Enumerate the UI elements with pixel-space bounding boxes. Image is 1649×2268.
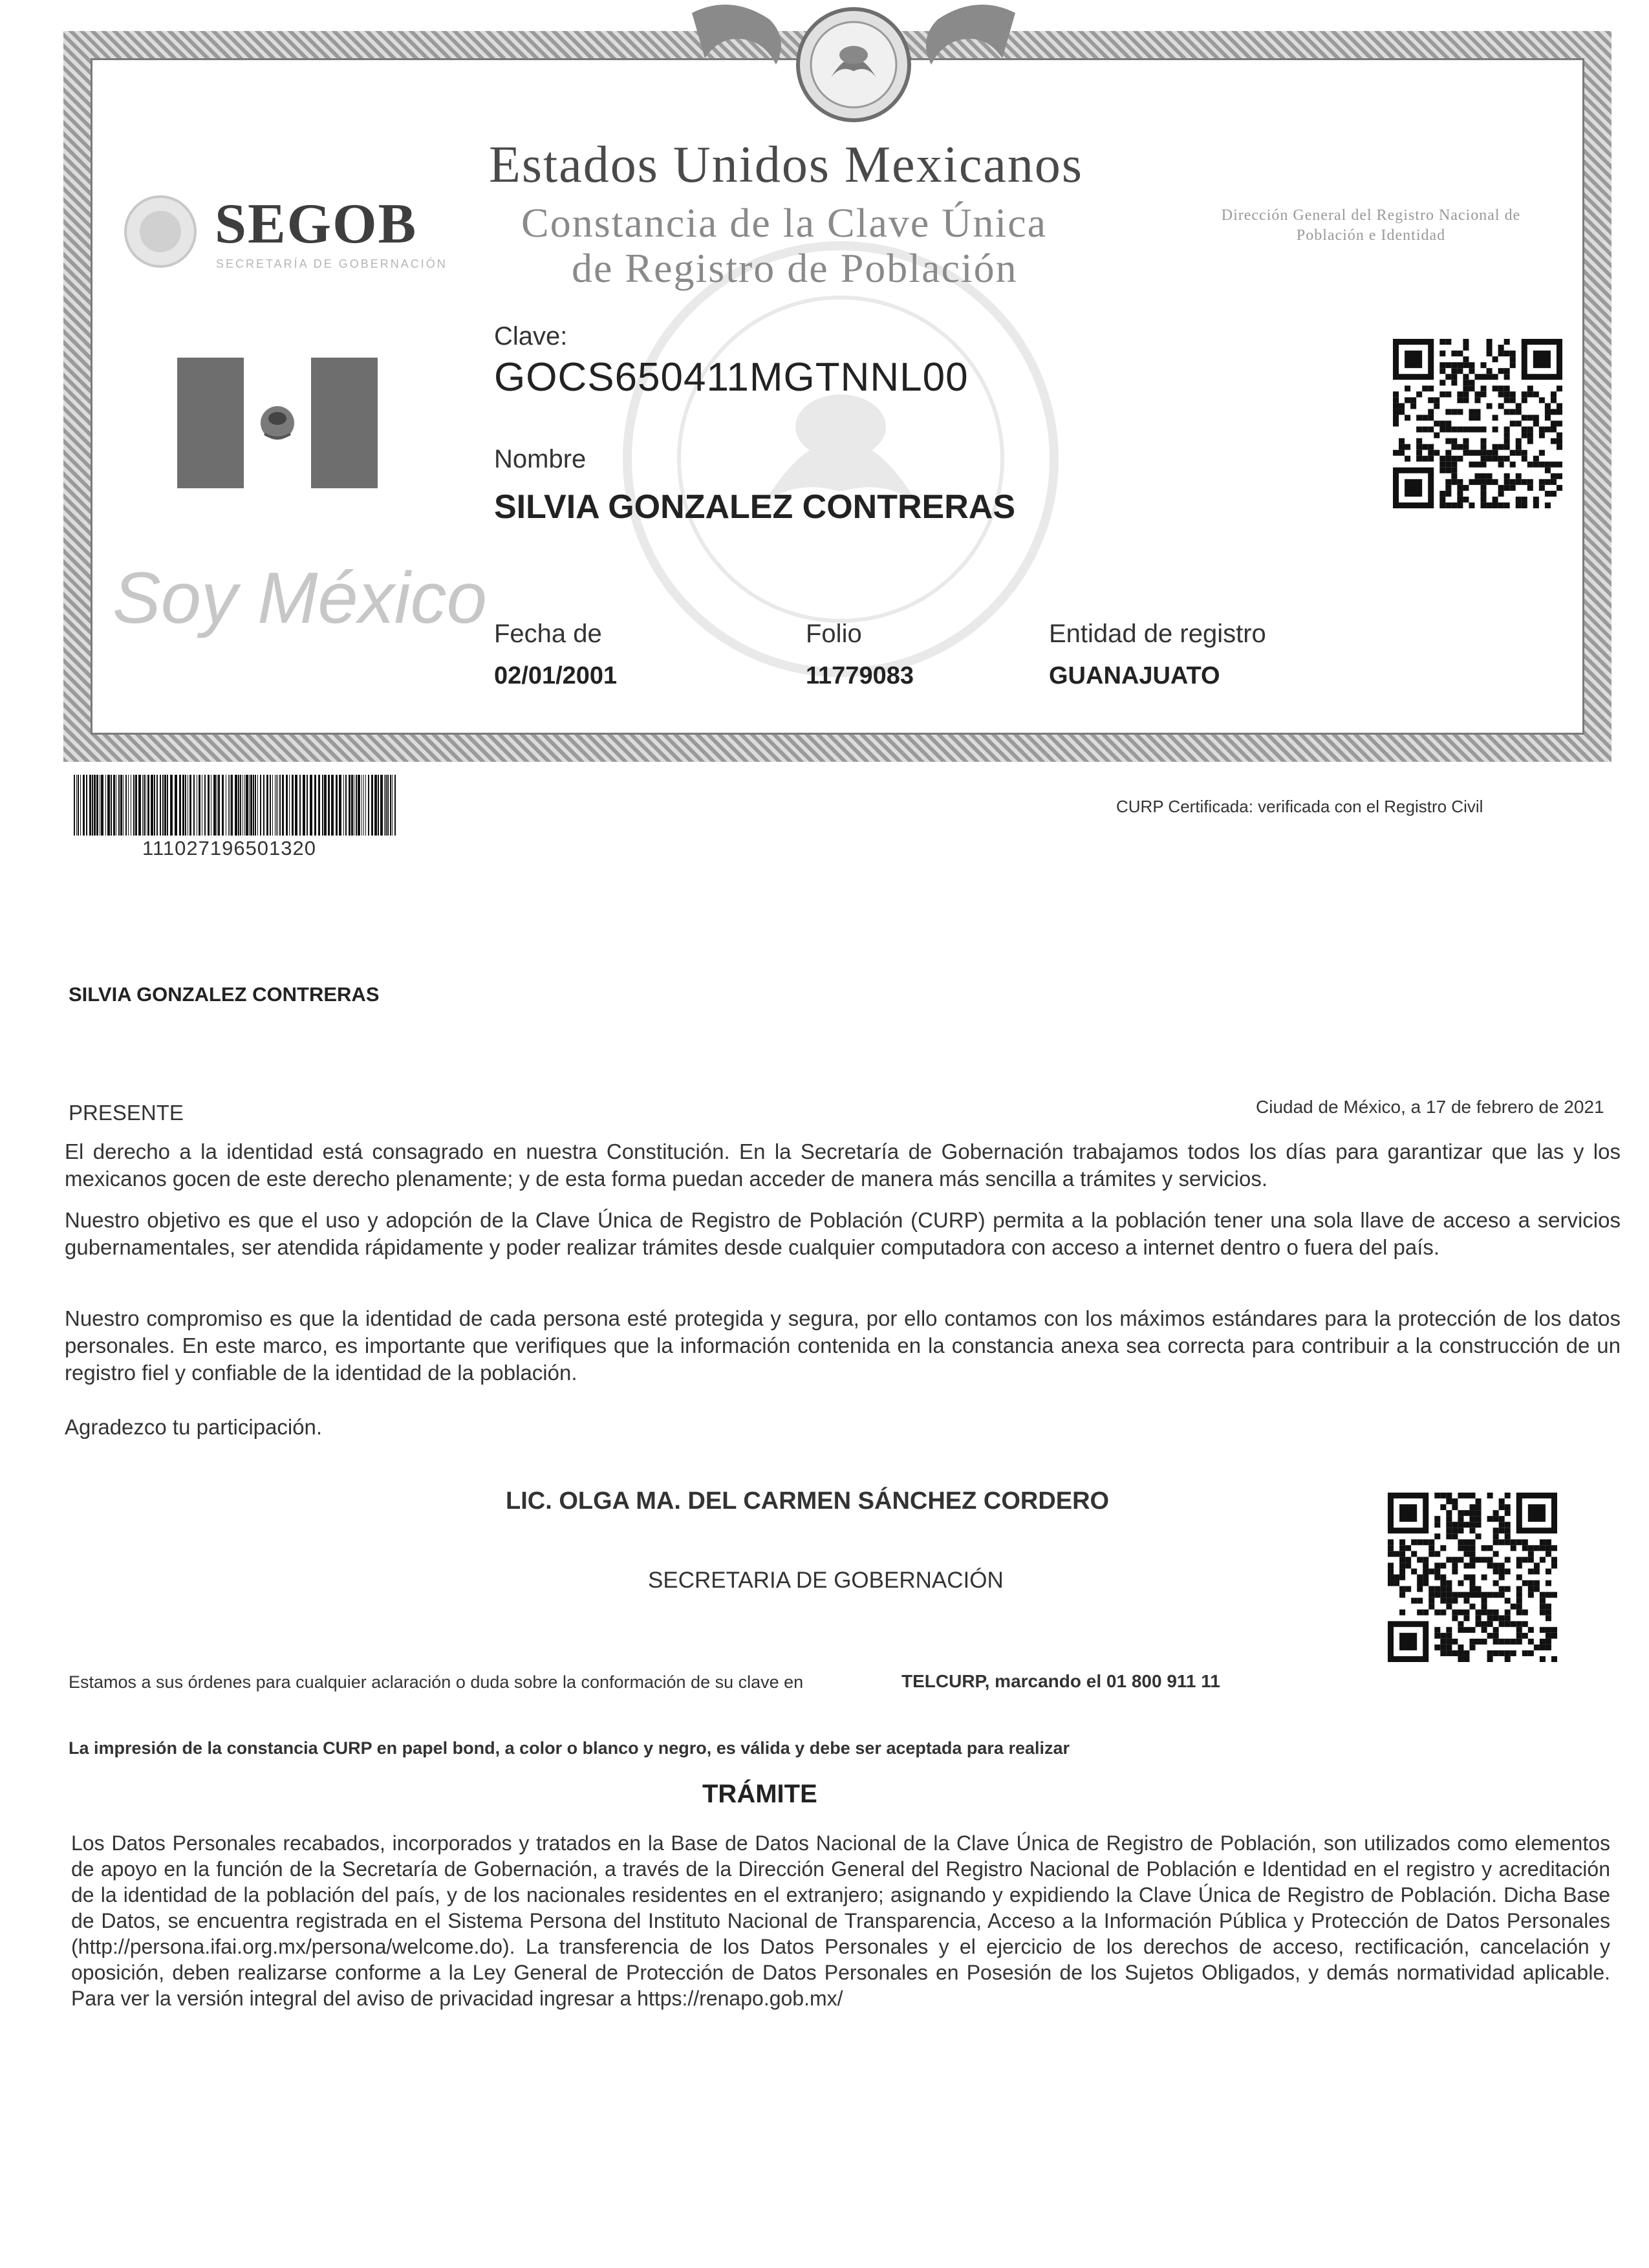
clave-value: GOCS650411MGTNNL00 [494, 355, 969, 400]
entidad-label: Entidad de registro [1049, 620, 1266, 648]
segob-seal-icon [122, 193, 199, 270]
title-constancia: Constancia de la Clave Única [521, 200, 1048, 246]
clave-label: Clave: [494, 322, 568, 351]
contact-note: Estamos a sus órdenes para cualquier aclaración o duda sobre la conformación de su clave en [69, 1672, 804, 1692]
fecha-value: 02/01/2001 [494, 662, 618, 689]
title-estados-unidos: Estados Unidos Mexicanos [489, 136, 1084, 193]
signatory-name: LIC. OLGA MA. DEL CARMEN SÁNCHEZ CORDERO [506, 1487, 1110, 1515]
paragraph-objetivo: Nuestro objetivo es que el uso y adopción de la Clave Única de Registro de Población (CURP) permita a la población tener una sola llave de acceso a servicios gubernamentales, ser atendida rápidamente y poder realizar trámites desde cualquier computadora con acceso a internet dentro o fuera del país. [65, 1208, 1621, 1259]
folio-label: Folio [806, 620, 862, 648]
nombre-label: Nombre [494, 445, 587, 473]
curp-certificada-note: CURP Certificada: verificada con el Registro Civil [1116, 797, 1483, 816]
telcurp-number: TELCURP, marcando el 01 800 911 11 [901, 1671, 1220, 1691]
barcode-number: 111027196501320 [142, 837, 317, 859]
print-validity-note: La impresión de la constancia CURP en papel bond, a color o blanco y negro, es válida y debe ser aceptada para realizar [69, 1738, 1070, 1758]
paragraph-derecho: El derecho a la identidad está consagrado en nuestra Constitución. En la Secretaría de Gobernación trabajamos todos los días para garantizar que las y los mexicanos gocen de este derecho plenamente; y de esta forma puedan acceder de manera más sencilla a trámites y servicios. [65, 1139, 1621, 1191]
entidad-value: GUANAJUATO [1049, 662, 1220, 689]
soy-mexico-slogan: Soy México [113, 557, 487, 638]
barcode-icon [74, 775, 397, 836]
watermark-seal-icon [595, 233, 1086, 686]
tramite-heading: TRÁMITE [702, 1780, 817, 1808]
fecha-label: Fecha de [494, 620, 602, 648]
qr-code-signature-icon [1388, 1493, 1557, 1662]
direccion-general: Dirección General del Registro Nacional de Población e Identidad [1221, 207, 1521, 244]
folio-value: 11779083 [806, 662, 914, 689]
nombre-value: SILVIA GONZALEZ CONTRERAS [494, 488, 1015, 526]
recipient-name: SILVIA GONZALEZ CONTRERAS [69, 983, 380, 1006]
paragraph-compromiso: Nuestro compromiso es que la identidad de cada persona esté protegida y segura, por ello contamos con los máximos estándares para la protección de los datos personales. En este marco, es importante que verifiques que la información contenida en la constancia anexa sea correcta para contribuir a la construcción de un registro fiel y confiable de la identidad de la población. [65, 1306, 1621, 1385]
mexican-flag-icon [177, 358, 378, 488]
segob-logo-text: SEGOB [215, 193, 418, 255]
national-crest-icon [679, 0, 1028, 123]
paragraph-agradecimiento: Agradezco tu participación. [65, 1415, 323, 1439]
qr-code-icon [1393, 339, 1562, 508]
title-registro: de Registro de Población [572, 245, 1018, 291]
presente-label: PRESENTE [69, 1101, 184, 1125]
place-date: Ciudad de México, a 17 de febrero de 2021 [1256, 1097, 1604, 1117]
privacy-notice: Los Datos Personales recabados, incorporados y tratados en la Base de Datos Nacional de la Clave Única de Registro de Población, son utilizados como elementos de apoyo en la función de la Secretaría de Gobernación, a través de la Dirección General del Registro Nacional de Población e Identidad en el registro y acreditación de la identidad de la población del país, y de los nacionales residentes en el extranjero; asignando y expidiendo la Clave Única de Registro de Población. Dicha Base de Datos, se encuentra registrada en el Sistema Persona del Instituto Nacional de Transparencia, Acceso a la Información Pública y Protección de Datos Personales (http://persona.ifai.org.mx/persona/welcome.do). La transferencia de los Datos Personales y el ejercicio de los derechos de acceso, rectificación, cancelación y oposición, deben realizarse conforme a la Ley General de Protección de Datos Personales en Posesión de los Sujetos Obligados, y demás normatividad aplicable. Para ver la versión integral del aviso de privacidad ingresar a https://renapo.gob.mx/ [71, 1831, 1610, 2010]
signatory-title: SECRETARIA DE GOBERNACIÓN [648, 1568, 1004, 1593]
segob-subtitle: SECRETARÍA DE GOBERNACIÓN [216, 257, 447, 270]
